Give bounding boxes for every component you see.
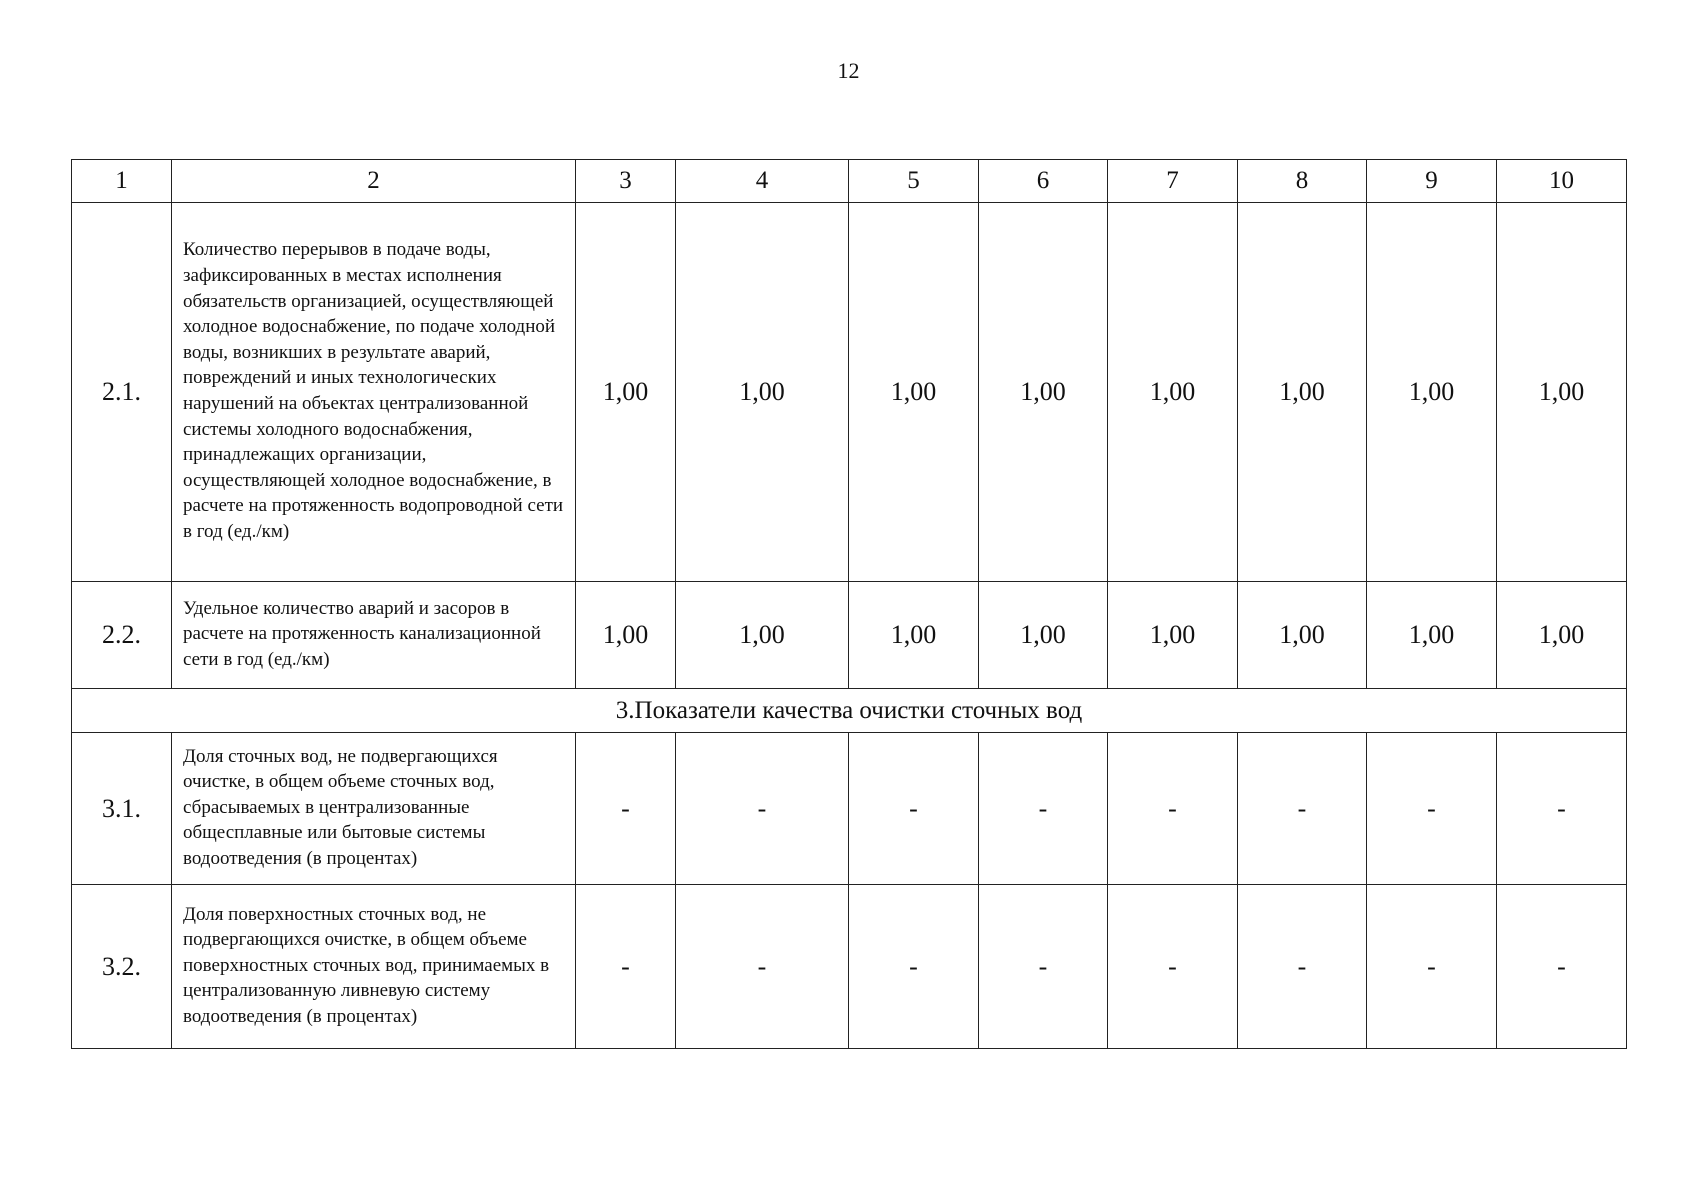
value-cell: 1,00: [676, 203, 849, 582]
value-cell: 1,00: [1497, 203, 1627, 582]
row-description: Доля сточных вод, не подвергающихся очистке, в общем объеме сточных вод, сбрасываемых в централизованные общесплавные или бытовые системы водоотведения (в процентах): [172, 733, 576, 885]
value-cell: 1,00: [576, 203, 676, 582]
value-cell: 1,00: [1497, 582, 1627, 689]
column-header: 8: [1238, 160, 1367, 203]
value-cell: -: [676, 885, 849, 1049]
value-cell: 1,00: [979, 203, 1108, 582]
column-header: 9: [1367, 160, 1497, 203]
value-cell: -: [576, 885, 676, 1049]
column-header: 5: [849, 160, 979, 203]
page-number: 12: [837, 58, 860, 83]
row-description: Удельное количество аварий и засоров в расчете на протяженность канализационной сети в год (ед./км): [172, 582, 576, 689]
table-row: [72, 582, 1627, 689]
value-cell: 1,00: [849, 582, 979, 689]
indicators-table: [71, 159, 1627, 1049]
column-header: 6: [979, 160, 1108, 203]
value-cell: -: [979, 885, 1108, 1049]
value-cell: 1,00: [1108, 203, 1238, 582]
column-header: 10: [1497, 160, 1627, 203]
row-number: 3.2.: [72, 885, 172, 1049]
value-cell: -: [1367, 733, 1497, 885]
value-cell: 1,00: [1238, 582, 1367, 689]
value-cell: 1,00: [979, 582, 1108, 689]
row-number: 3.1.: [72, 733, 172, 885]
value-cell: -: [979, 733, 1108, 885]
value-cell: -: [1497, 885, 1627, 1049]
table-row: [72, 203, 1627, 582]
section-row: [72, 689, 1627, 733]
row-description: Доля поверхностных сточных вод, не подвергающихся очистке, в общем объеме поверхностных сточных вод, принимаемых в централизованную ливневую систему водоотведения (в процентах): [172, 885, 576, 1049]
value-cell: -: [849, 733, 979, 885]
value-cell: -: [1238, 733, 1367, 885]
column-header: 2: [172, 160, 576, 203]
value-cell: -: [576, 733, 676, 885]
value-cell: -: [1238, 885, 1367, 1049]
row-description: Количество перерывов в подаче воды, зафиксированных в местах исполнения обязательств организацией, осуществляющей холодное водоснабжение, по подаче холодной воды, возникших в результате аварий, повреждений и иных технологических нарушений на объектах централизованной системы холодного водоснабжения, принадлежащих организации, осуществляющей холодное водоснабжение, в расчете на протяженность водопроводной сети в год (ед./км): [172, 203, 576, 582]
row-number: 2.1.: [72, 203, 172, 582]
value-cell: -: [849, 885, 979, 1049]
row-number: 2.2.: [72, 582, 172, 689]
value-cell: -: [1497, 733, 1627, 885]
value-cell: 1,00: [1238, 203, 1367, 582]
table-row: [72, 733, 1627, 885]
value-cell: -: [676, 733, 849, 885]
value-cell: 1,00: [1367, 582, 1497, 689]
column-header: 3: [576, 160, 676, 203]
section-title: 3.Показатели качества очистки сточных вод: [72, 689, 1627, 733]
column-header: 4: [676, 160, 849, 203]
value-cell: 1,00: [676, 582, 849, 689]
column-header: 1: [72, 160, 172, 203]
value-cell: 1,00: [1367, 203, 1497, 582]
value-cell: 1,00: [576, 582, 676, 689]
value-cell: -: [1108, 885, 1238, 1049]
column-number-header-row: [72, 160, 1627, 203]
value-cell: -: [1367, 885, 1497, 1049]
value-cell: -: [1108, 733, 1238, 885]
table-row: [72, 885, 1627, 1049]
value-cell: 1,00: [1108, 582, 1238, 689]
column-header: 7: [1108, 160, 1238, 203]
value-cell: 1,00: [849, 203, 979, 582]
